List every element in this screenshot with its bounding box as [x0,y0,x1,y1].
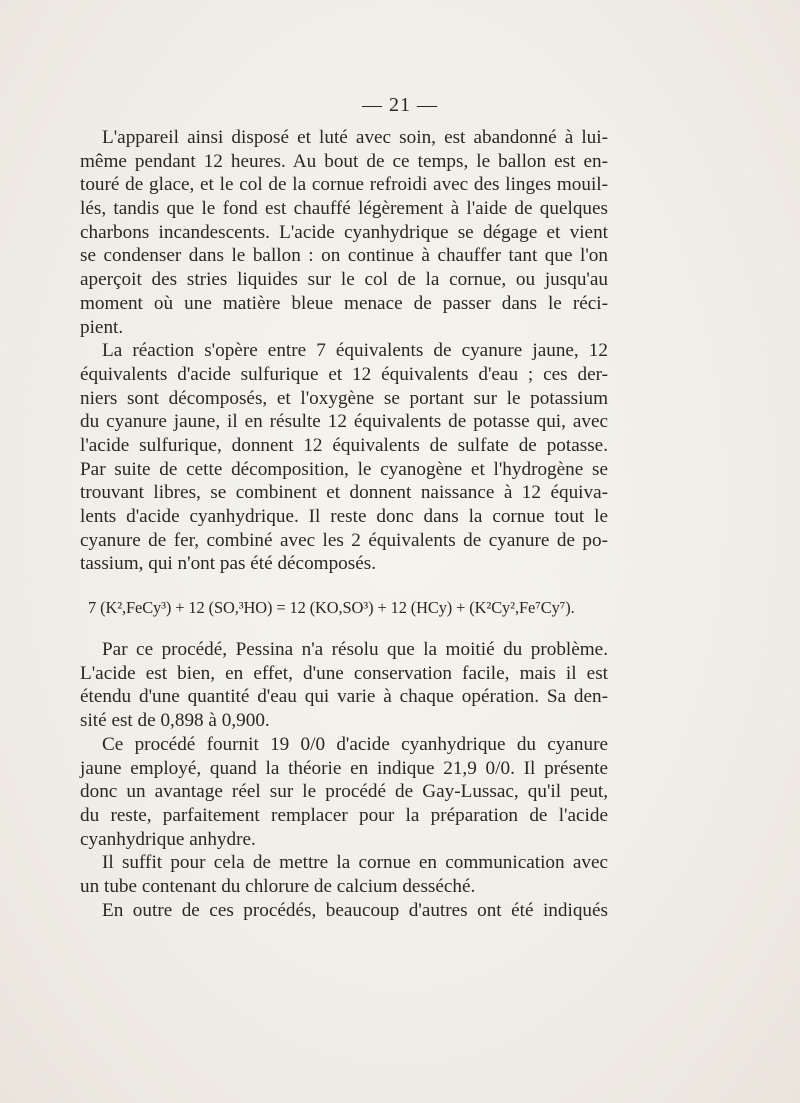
text-line: lents d'acide cyanhydrique. Il reste donc dans la cornue tout le [80,506,608,527]
paragraph [80,899,608,923]
text-line: un tube contenant du chlorure de calcium desséché. [80,875,476,897]
text-line: aperçoit des stries liquides sur le col de la cornue, ou jusqu'au [80,269,608,291]
paragraph [80,638,608,733]
text-line: lés, tandis que le fond est chauffé légèrement à l'aide de quelques [80,198,608,220]
paragraph [80,851,608,898]
paragraph [80,126,608,339]
text-line: En outre de ces procédés, beaucoup d'autres ont été indiqués [102,899,608,921]
text-line: équivalents d'acide sulfurique et 12 équivalents d'eau ; ces der- [80,363,608,385]
text-line: Par ce procédé, Pessina n'a résolu que la moitié du problème. [102,639,608,661]
text-line: moment où une matière bleue menace de passer dans le réci- [80,292,608,314]
text-line: sité est de 0,898 à 0,900. [80,710,270,732]
text-line: pient. [80,316,124,338]
text-line: donc un avantage réel sur le procédé de Gay-Lussac, qu'il peut, [80,781,608,803]
text-line: étendu d'une quantité d'eau qui varie à chaque opération. Sa den- [80,686,608,708]
text-line: cyanure de fer, combiné avec les 2 équivalents de cyanure de po- [80,529,608,551]
text-line: du cyanure jaune, il en résulte 12 équivalents de potasse qui, avec [80,411,608,433]
text-line: charbons incandescents. L'acide cyanhydrique se dégage et vient [80,221,608,243]
text-line: se condenser dans le ballon : on continue à chauffer tant que l'on [80,245,608,267]
text-line: même pendant 12 heures. Au bout de ce temps, le ballon est en- [80,150,608,172]
text-line: trouvant libres, se combinent et donnent naissance à 12 équiva- [80,482,608,504]
body-text [80,126,608,922]
text-line: jaune employé, quand la théorie en indique 21,9 0/0. Il présente [80,757,608,779]
page-number: — 21 — [362,94,438,116]
text-line: niers sont décomposés, et l'oxygène se portant sur le potassium [80,387,608,409]
text-line: tassium, qui n'ont pas été décomposés. [80,553,377,575]
text-line: l'acide sulfurique, donnent 12 équivalents de sulfate de potasse. [80,434,608,456]
text-line: La réaction s'opère entre 7 équivalents de cyanure jaune, 12 [102,340,608,362]
text-line: cyanhydrique anhydre. [80,828,256,850]
text-line: du reste, parfaitement remplacer pour la préparation de l'acide [80,804,608,826]
text-line: L'acide est bien, en effet, d'une conservation facile, mais il est [80,662,608,684]
text-line: touré de glace, et le col de la cornue refroidi avec des linges mouil- [80,174,608,196]
paragraph [80,339,608,576]
text-line: Il suffit pour cela de mettre la cornue en communication avec [102,852,608,874]
paragraph [80,733,608,851]
text-line: Ce procédé fournit 19 0/0 d'acide cyanhydrique du cyanure [102,733,608,755]
text-line: Par suite de cette décomposition, le cyanogène et l'hydrogène se [80,458,608,480]
chemical-equation: 7 (K²,FeCy³) + 12 (SO,³HO) = 12 (KO,SO³) + 12 (HCy) + (K²Cy²,Fe⁷Cy⁷). [88,598,575,618]
text-line: L'appareil ainsi disposé et luté avec soin, est abandonné à lui- [102,127,608,148]
